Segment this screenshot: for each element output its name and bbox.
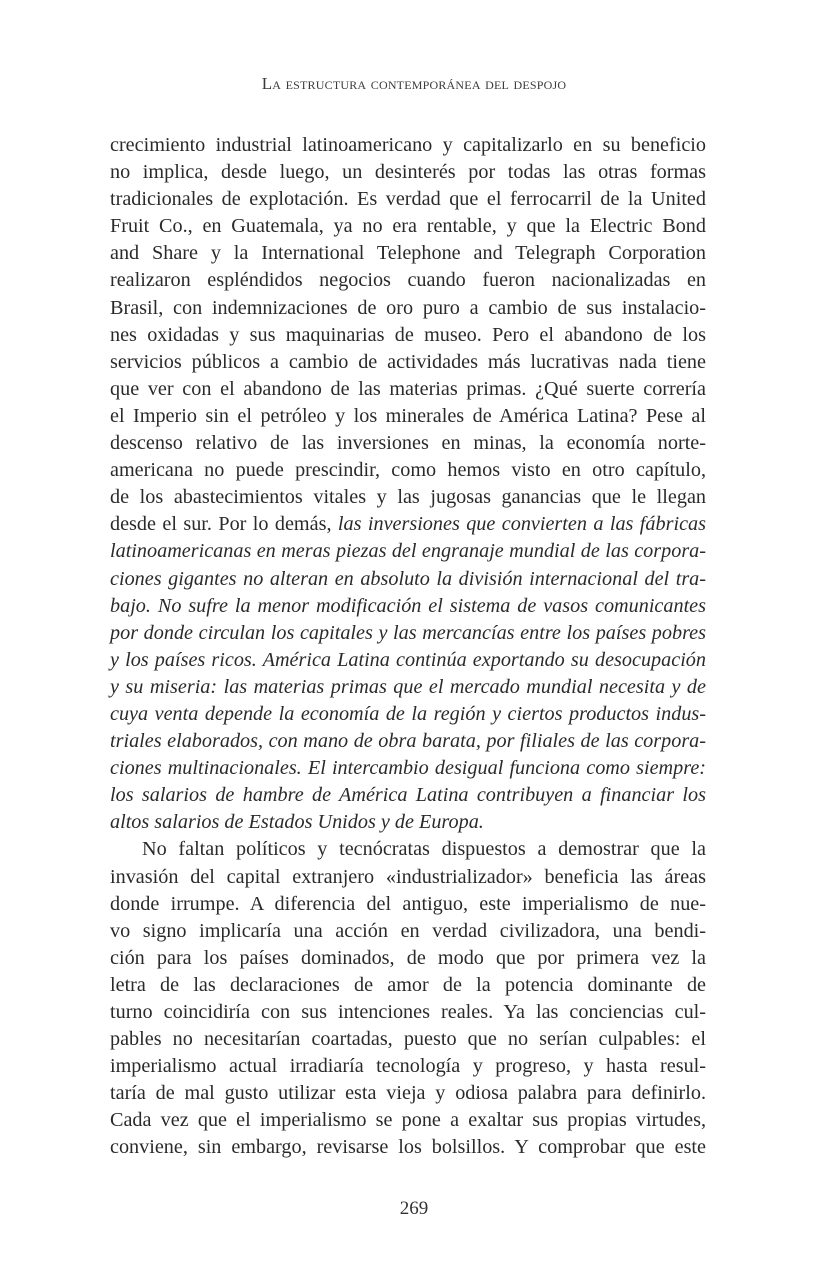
text-line-mixed: [110, 511, 706, 538]
italic-line: los salarios de hambre de América Latina contribuyen a financiar los: [110, 784, 706, 807]
text-line: imperialismo actual irradiaría tecnología y progreso, y hasta resul-: [110, 1055, 706, 1078]
text-line: Cada vez que el imperialismo se pone a exaltar sus propias virtudes,: [110, 1109, 706, 1132]
text-line: pables no necesitarían coartadas, puesto que no serían culpables: el: [110, 1028, 706, 1051]
text-line: servicios públicos a cambio de actividades más lucrativas nada tiene: [110, 350, 706, 373]
italic-line: cuya venta depende la economía de la región y ciertos productos indus-: [110, 702, 706, 725]
italic-line: latinoamericanas en meras piezas del engranaje mundial de las corpora-: [110, 540, 706, 563]
text-line: de los abastecimientos vitales y las jugosas ganancias que le llegan: [110, 486, 706, 509]
text-line: No faltan políticos y tecnócratas dispuestos a demostrar que la: [142, 838, 706, 861]
italic-line: ciones gigantes no alteran en absoluto la división internacional del tra-: [110, 567, 706, 590]
italic-line: por donde circulan los capitales y las mercancías entre los países pobres: [110, 621, 706, 644]
text-line: and Share y la International Telephone and Telegraph Corporation: [110, 242, 706, 265]
text-line: el Imperio sin el petróleo y los minerales de América Latina? Pese al: [110, 404, 706, 427]
italic-text: las inversiones que convierten a las fábricas: [337, 513, 706, 536]
page-number: 269: [399, 1198, 429, 1219]
italic-line: y los países ricos. América Latina continúa exportando su desocupación: [110, 648, 706, 671]
italic-line: triales elaborados, con mano de obra barata, por filiales de las corpora-: [110, 730, 706, 753]
text-line: Fruit Co., en Guatemala, ya no era rentable, y que la Electric Bond: [110, 215, 706, 238]
italic-line: ciones multinacionales. El intercambio desigual funciona como siempre:: [110, 757, 706, 780]
text-line: taría de mal gusto utilizar esta vieja y odiosa palabra para definirlo.: [110, 1082, 706, 1105]
text-line: que ver con el abandono de las materias primas. ¿Qué suerte correría: [110, 377, 706, 400]
roman-text: desde el sur. Por lo demás,: [110, 513, 338, 536]
text-line: letra de las declaraciones de amor de la potencia dominante de: [110, 973, 706, 996]
italic-line: altos salarios de Estados Unidos y de Europa.: [110, 811, 484, 834]
text-line: realizaron espléndidos negocios cuando fueron nacionalizadas en: [110, 269, 706, 292]
body-text: [110, 132, 706, 1162]
text-line: americana no puede prescindir, como hemos visto en otro capítulo,: [110, 459, 706, 482]
text-line: nes oxidadas y sus maquinarias de museo. Pero el abandono de los: [110, 323, 706, 346]
running-header: La estructura contemporánea del despojo: [261, 74, 567, 93]
text-line: donde irrumpe. A diferencia del antiguo, este imperialismo de nue-: [110, 892, 706, 915]
text-line: turno coincidiría con sus intenciones reales. Ya las conciencias cul-: [110, 1001, 706, 1023]
text-line: crecimiento industrial latinoamericano y capitalizarlo en su beneficio: [110, 134, 706, 156]
text-line: Brasil, con indemnizaciones de oro puro a cambio de sus instalacio-: [110, 296, 706, 319]
text-line: tradicionales de explotación. Es verdad que el ferrocarril de la United: [110, 188, 706, 211]
text-line: no implica, desde luego, un desinterés por todas las otras formas: [110, 161, 706, 184]
text-line: descenso relativo de las inversiones en minas, la economía norte-: [110, 432, 706, 455]
italic-line: y su miseria: las materias primas que el mercado mundial necesita y de: [110, 675, 706, 698]
text-line: vo signo implicaría una acción en verdad civilizadora, una bendi-: [110, 919, 706, 942]
italic-line: bajo. No sufre la menor modificación el sistema de vasos comunicantes: [110, 594, 706, 617]
text-line: conviene, sin embargo, revisarse los bolsillos. Y comprobar que este: [110, 1136, 706, 1159]
text-line: ción para los países dominados, de modo que por primera vez la: [110, 946, 706, 969]
text-line: invasión del capital extranjero «industrializador» beneficia las áreas: [110, 865, 706, 888]
